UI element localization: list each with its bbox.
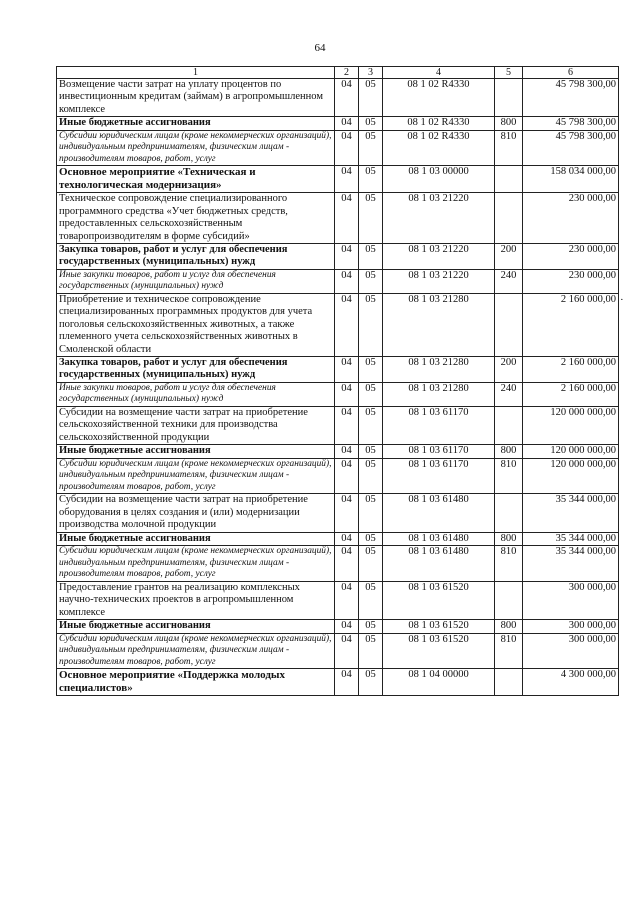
target-article-code: 08 1 02 R4330: [383, 117, 495, 130]
table-row: [57, 166, 619, 193]
table-row: [57, 546, 619, 582]
section-code: 04: [335, 445, 359, 458]
row-name: Иные бюджетные ассигнования: [57, 117, 335, 130]
section-code: 04: [335, 581, 359, 619]
subsection-code: 05: [359, 193, 383, 244]
row-name: Закупка товаров, работ и услуг для обеспечения государственных (муниципальных) нужд: [57, 244, 335, 270]
target-article-code: 08 1 03 61520: [383, 581, 495, 619]
table-row: [57, 269, 619, 293]
section-code: 04: [335, 669, 359, 696]
expense-type-code: [495, 294, 523, 357]
table-row: [57, 357, 619, 383]
target-article-code: 08 1 02 R4330: [383, 79, 495, 117]
section-code: 04: [335, 117, 359, 130]
row-name: Субсидии юридическим лицам (кроме некоммерческих организаций), индивидуальным предпринимателям, физическим лицам - производителям товаров, работ, услуг: [57, 458, 335, 494]
section-code: 04: [335, 130, 359, 166]
expense-type-code: 810: [495, 546, 523, 582]
section-code: 04: [335, 382, 359, 406]
section-code: 04: [335, 532, 359, 545]
row-name: Основное мероприятие «Техническая и технологическая модернизация»: [57, 166, 335, 193]
amount: 120 000 000,00: [523, 458, 619, 494]
section-code: 04: [335, 79, 359, 117]
target-article-code: 08 1 03 61480: [383, 494, 495, 532]
amount: 35 344 000,00: [523, 494, 619, 532]
amount: 230 000,00: [523, 193, 619, 244]
row-name: Субсидии на возмещение части затрат на приобретение оборудования в целях создания и (или) модернизации производства молочной продукции: [57, 494, 335, 532]
target-article-code: 08 1 04 00000: [383, 669, 495, 696]
section-code: 04: [335, 633, 359, 669]
column-header: 5: [495, 67, 523, 79]
row-name: Основное мероприятие «Поддержка молодых специалистов»: [57, 669, 335, 696]
amount: 230 000,00: [523, 269, 619, 293]
subsection-code: 05: [359, 620, 383, 633]
target-article-code: 08 1 03 21280: [383, 294, 495, 357]
table-row: [57, 244, 619, 270]
subsection-code: 05: [359, 581, 383, 619]
page-number: 64: [314, 42, 326, 54]
target-article-code: 08 1 03 61520: [383, 620, 495, 633]
amount: 35 344 000,00: [523, 546, 619, 582]
table-row: [57, 193, 619, 244]
column-header: 6: [523, 67, 619, 79]
table-row: [57, 458, 619, 494]
section-code: 04: [335, 357, 359, 383]
row-name: Закупка товаров, работ и услуг для обеспечения государственных (муниципальных) нужд: [57, 357, 335, 383]
target-article-code: 08 1 03 61480: [383, 546, 495, 582]
subsection-code: 05: [359, 407, 383, 445]
target-article-code: 08 1 03 21280: [383, 357, 495, 383]
amount: 45 798 300,00: [523, 130, 619, 166]
expense-type-code: [495, 79, 523, 117]
subsection-code: 05: [359, 117, 383, 130]
row-name: Субсидии на возмещение части затрат на приобретение сельскохозяйственной техники для производства сельскохозяйственной продукции: [57, 407, 335, 445]
expense-type-code: 800: [495, 532, 523, 545]
table-row: [57, 130, 619, 166]
subsection-code: 05: [359, 294, 383, 357]
table-row: [57, 581, 619, 619]
subsection-code: 05: [359, 532, 383, 545]
table-row: [57, 633, 619, 669]
row-name: Возмещение части затрат на уплату процентов по инвестиционным кредитам (займам) в агропромышленном комплексе: [57, 79, 335, 117]
expense-type-code: [495, 407, 523, 445]
subsection-code: 05: [359, 357, 383, 383]
amount: 4 300 000,00: [523, 669, 619, 696]
subsection-code: 05: [359, 244, 383, 270]
expense-type-code: 200: [495, 357, 523, 383]
table-row: [57, 79, 619, 117]
expense-type-code: [495, 669, 523, 696]
subsection-code: 05: [359, 130, 383, 166]
expense-type-code: 240: [495, 382, 523, 406]
amount: 2 160 000,00: [523, 382, 619, 406]
table-row: [57, 494, 619, 532]
table-row: [57, 294, 619, 357]
table-row: [57, 382, 619, 406]
expense-type-code: 800: [495, 445, 523, 458]
row-name: Иные бюджетные ассигнования: [57, 532, 335, 545]
subsection-code: 05: [359, 546, 383, 582]
row-name: Приобретение и техническое сопровождение специализированных программных продуктов для учета поголовья сельскохозяйственных животных, а также племенного учета сельскохозяйственных животных в Смоленской области: [57, 294, 335, 357]
subsection-code: 05: [359, 669, 383, 696]
row-name: Техническое сопровождение специализированного программного средства «Учет бюджетных средств, предоставленных сельскохозяйственным товаропроизводителям в форме субсидий»: [57, 193, 335, 244]
column-header: 2: [335, 67, 359, 79]
expense-type-code: 800: [495, 620, 523, 633]
amount: 2 160 000,00: [523, 294, 619, 357]
amount: 300 000,00: [523, 581, 619, 619]
row-name: Субсидии юридическим лицам (кроме некоммерческих организаций), индивидуальным предпринимателям, физическим лицам - производителям товаров, работ, услуг: [57, 633, 335, 669]
expense-type-code: 810: [495, 130, 523, 166]
amount: 45 798 300,00: [523, 79, 619, 117]
table-row: [57, 117, 619, 130]
row-name: Предоставление грантов на реализацию комплексных научно-технических проектов в агропромышленном комплексе: [57, 581, 335, 619]
amount: 2 160 000,00: [523, 357, 619, 383]
expense-type-code: 200: [495, 244, 523, 270]
subsection-code: 05: [359, 458, 383, 494]
section-code: 04: [335, 269, 359, 293]
table-header-row: [57, 67, 619, 79]
amount: 120 000 000,00: [523, 407, 619, 445]
amount: 35 344 000,00: [523, 532, 619, 545]
table-body: [57, 79, 619, 696]
target-article-code: 08 1 03 61480: [383, 532, 495, 545]
section-code: 04: [335, 407, 359, 445]
subsection-code: 05: [359, 79, 383, 117]
target-article-code: 08 1 03 61520: [383, 633, 495, 669]
row-name: Иные закупки товаров, работ и услуг для обеспечения государственных (муниципальных) нужд: [57, 382, 335, 406]
table-row: [57, 445, 619, 458]
table-row: [57, 669, 619, 696]
column-header: 1: [57, 67, 335, 79]
target-article-code: 08 1 02 R4330: [383, 130, 495, 166]
target-article-code: 08 1 03 21280: [383, 382, 495, 406]
row-name: Субсидии юридическим лицам (кроме некоммерческих организаций), индивидуальным предпринимателям, физическим лицам - производителям товаров, работ, услуг: [57, 546, 335, 582]
target-article-code: 08 1 03 61170: [383, 458, 495, 494]
target-article-code: 08 1 03 21220: [383, 269, 495, 293]
subsection-code: 05: [359, 445, 383, 458]
subsection-code: 05: [359, 269, 383, 293]
section-code: 04: [335, 546, 359, 582]
subsection-code: 05: [359, 166, 383, 193]
table-row: [57, 620, 619, 633]
expense-type-code: 240: [495, 269, 523, 293]
row-name: Иные закупки товаров, работ и услуг для обеспечения государственных (муниципальных) нужд: [57, 269, 335, 293]
section-code: 04: [335, 166, 359, 193]
target-article-code: 08 1 03 00000: [383, 166, 495, 193]
section-code: 04: [335, 458, 359, 494]
section-code: 04: [335, 244, 359, 270]
expense-type-code: 800: [495, 117, 523, 130]
column-header: 4: [383, 67, 495, 79]
section-code: 04: [335, 193, 359, 244]
expense-type-code: 810: [495, 458, 523, 494]
section-code: 04: [335, 494, 359, 532]
row-name: Иные бюджетные ассигнования: [57, 445, 335, 458]
amount: 300 000,00: [523, 620, 619, 633]
subsection-code: 05: [359, 494, 383, 532]
target-article-code: 08 1 03 61170: [383, 445, 495, 458]
target-article-code: 08 1 03 61170: [383, 407, 495, 445]
amount: 230 000,00: [523, 244, 619, 270]
amount: 300 000,00: [523, 633, 619, 669]
expense-type-code: [495, 581, 523, 619]
table-row: [57, 532, 619, 545]
amount: 120 000 000,00: [523, 445, 619, 458]
table-row: [57, 407, 619, 445]
expense-type-code: [495, 166, 523, 193]
subsection-code: 05: [359, 633, 383, 669]
target-article-code: 08 1 03 21220: [383, 193, 495, 244]
row-name: Субсидии юридическим лицам (кроме некоммерческих организаций), индивидуальным предпринимателям, физическим лицам - производителям товаров, работ, услуг: [57, 130, 335, 166]
amount: 45 798 300,00: [523, 117, 619, 130]
budget-table: [56, 66, 619, 696]
subsection-code: 05: [359, 382, 383, 406]
expense-type-code: [495, 494, 523, 532]
expense-type-code: 810: [495, 633, 523, 669]
margin-dot: ·: [620, 294, 624, 306]
target-article-code: 08 1 03 21220: [383, 244, 495, 270]
section-code: 04: [335, 294, 359, 357]
column-header: 3: [359, 67, 383, 79]
row-name: Иные бюджетные ассигнования: [57, 620, 335, 633]
amount: 158 034 000,00: [523, 166, 619, 193]
expense-type-code: [495, 193, 523, 244]
section-code: 04: [335, 620, 359, 633]
